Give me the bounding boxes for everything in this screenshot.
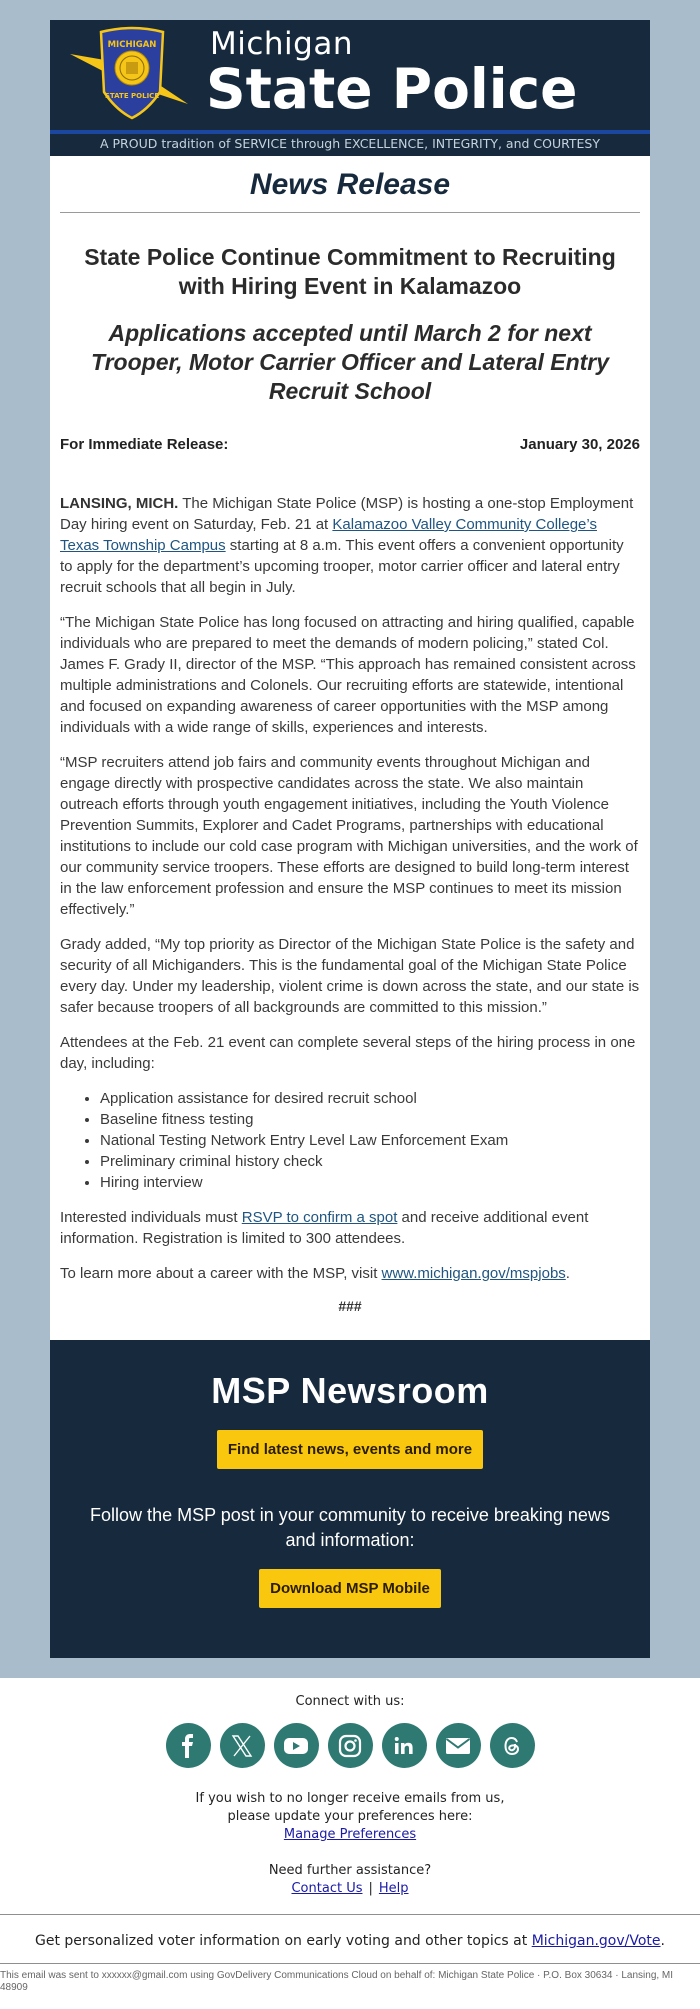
connect-label: Connect with us: [295,1694,405,1709]
list-item: • Preliminary criminal history check [100,1151,640,1172]
contact-us-link[interactable]: Contact Us [291,1881,363,1896]
assistance-block: Need further assistance? Contact Us | Help [268,1863,432,1896]
voter-info: Get personalized voter information on early voting and other topics at Michigan.gov/Vote. [35,1933,665,1949]
paragraph-6: Interested individuals must RSVP to confirm a spot and receive additional event information. Registration is limited to 300 attendees. [60,1209,589,1247]
email-icon[interactable] [436,1723,481,1768]
newsroom-title: MSP Newsroom [211,1370,489,1411]
facebook-icon[interactable] [166,1723,211,1768]
list-item: • Hiring interview [100,1172,640,1193]
x-icon[interactable] [220,1723,265,1768]
mspjobs-link[interactable]: www.michigan.gov/mspjobs [381,1265,566,1282]
banner-tagline: A PROUD tradition of SERVICE through EXCELLENCE, INTEGRITY, and COURTESY [100,136,600,151]
social-links [0,1723,700,1768]
banner-stripe [50,130,650,134]
paragraph-5: Attendees at the Feb. 21 event can complete several steps of the hiring process in one day, including: [60,1034,636,1072]
latest-news-button[interactable]: Find latest news, events and more [217,1430,483,1469]
download-msp-mobile-button[interactable]: Download MSP Mobile [259,1569,441,1608]
linkedin-icon[interactable] [382,1723,427,1768]
release-date: January 30, 2026 [519,436,640,453]
youtube-icon[interactable] [274,1723,319,1768]
paragraph-2: “The Michigan State Police has long focused on attracting and hiring qualified, capable individuals who are prepared to meet the demands of modern policing,” stated Col. James F. Grady II, director of the MSP. “This approach has remained consistent across multiple administrations and Colonels. Our recruiting efforts are statewide, intentional and focused on expanding awareness of career opportunities with the MSP among individuals with a wide range of skills, experiences and interests. [60,614,636,736]
email-card [50,20,650,1658]
banner-title-state-police: State Police [206,57,578,121]
title-divider [60,212,640,213]
release-dateline [60,436,640,453]
msp-header-banner [50,20,650,156]
dateline-location: LANSING, MICH. [60,495,179,512]
paragraph-7: To learn more about a career with the MSP, visit www.michigan.gov/mspjobs. [60,1265,570,1282]
msp-newsroom-panel [50,1340,650,1658]
threads-icon[interactable] [490,1723,535,1768]
rsvp-link[interactable]: RSVP to confirm a spot [241,1209,398,1226]
list-item: • Baseline fitness testing [100,1109,640,1130]
kvcc-campus-link[interactable]: Kalamazoo Valley Community College’s Texas Township Campus [60,516,597,554]
list-item: • National Testing Network Entry Level Law Enforcement Exam [100,1130,640,1151]
paragraph-3: “MSP recruiters attend job fairs and community events throughout Michigan and engage directly with prospective candidates across the state. We also maintain outreach efforts through youth engagement initiatives, including the Youth Violence Prevention Summits, Explorer and Cadet Programs, partnerships with educational institutions to include our cold case program with Michigan universities, and the work of our community service troopers. These efforts are designed to build long-term interest in the law enforcement profession and ensure the MSP continues to meet its mission effectively.” [60,754,638,918]
end-marks: ### [338,1298,362,1314]
paragraph-1: LANSING, MICH. The Michigan State Police (MSP) is hosting a one-stop Employment Day hiring event on Saturday, Feb. 21 at Kalamazoo Valley Community College’s Texas Township Campus starting at 8 a.m. This event offers a convenient opportunity to apply for the department’s upcoming trooper, motor carrier officer and lateral entry recruit schools that all begin in July. [60,495,634,596]
release-subhead: Applications accepted until March 2 for next Trooper, Motor Carrier Officer and Lateral Entry Recruit School [90,320,610,404]
banner-title-michigan: Michigan [210,26,353,62]
manage-preferences-link[interactable]: Manage Preferences [283,1827,417,1842]
sent-to-notice: This email was sent to xxxxxx@gmail.com using GovDelivery Communications Cloud on behalf of: Michigan State Police · P.O. Box 30634 · Lansing, MI 48909 [0,1970,674,1993]
msp-badge-logo-icon [68,26,198,126]
help-link[interactable]: Help [378,1881,409,1896]
svg-text:MICHIGAN: MICHIGAN [107,40,157,50]
link-separator: | [368,1881,373,1896]
paragraph-4: Grady added, “My top priority as Director of the Michigan State Police is the safety and security of all Michiganders. This is the fundamental goal of the Michigan State Police every day. Under my leadership, violent crime is down across the state, and our state is safer because troopers of all backgrounds are committed to this mission.” [60,936,640,1016]
list-item: • Application assistance for desired recruit school [100,1088,640,1109]
email-footer [0,1678,700,1996]
instagram-icon[interactable] [328,1723,373,1768]
hiring-steps-list [60,1088,640,1193]
svg-text:STATE POLICE: STATE POLICE [104,92,160,100]
release-type: For Immediate Release: [60,436,229,453]
news-release-body [50,156,650,1340]
news-release-label: News Release [249,168,451,201]
michigan-vote-link[interactable]: Michigan.gov/Vote [531,1933,661,1949]
unsubscribe-block: If you wish to no longer receive emails from us, please update your preferences here: Manage Preferences [195,1791,505,1842]
follow-post-text: Follow the MSP post in your community to receive breaking news and information: [90,1505,610,1550]
release-headline: State Police Continue Commitment to Recruiting with Hiring Event in Kalamazoo [84,244,616,299]
